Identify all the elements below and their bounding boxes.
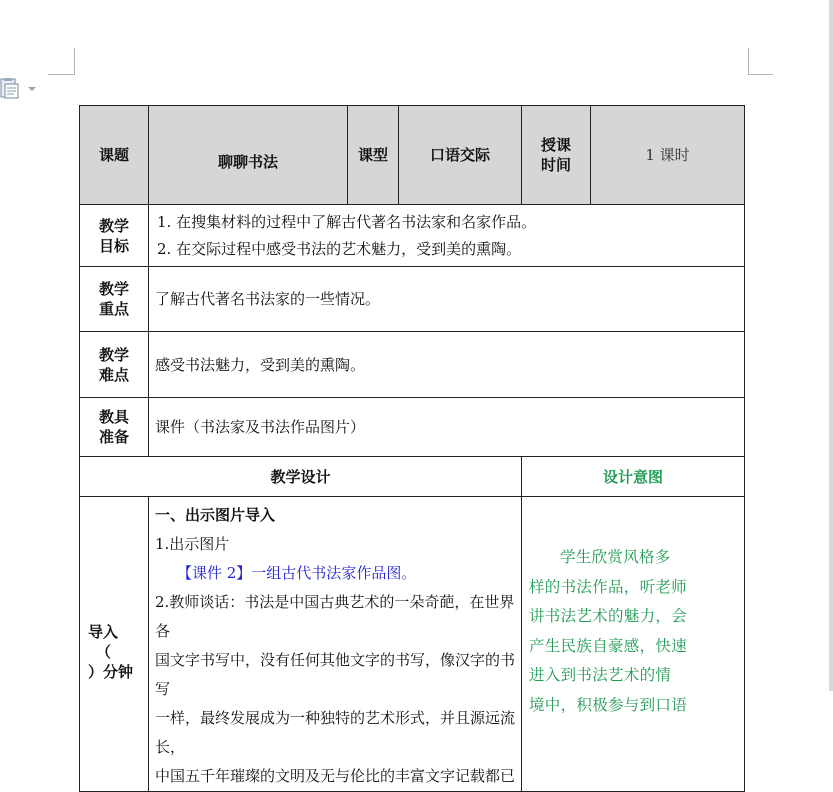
materials-label-line1: 教具	[98, 408, 129, 426]
objective-line-2: 2. 在交际过程中感受书法的艺术魅力，受到美的熏陶。	[157, 239, 522, 258]
crop-mark-top-left	[48, 48, 75, 75]
intro-design-content	[149, 497, 522, 792]
intro-step2-line1: 2.教师谈话：书法是中国古典艺术的一朵奇葩，在世界各	[155, 593, 515, 640]
objectives-label-line2: 目标	[98, 236, 129, 255]
hours-label	[522, 106, 591, 205]
intro-step2-line3: 一样，最终发展成为一种独特的艺术形式，并且源远流长，	[155, 709, 516, 756]
intro-label-line2: （	[96, 643, 112, 661]
difficulties-row	[80, 332, 745, 398]
difficulties-label	[80, 332, 149, 398]
intro-label	[80, 497, 149, 792]
difficulties-label-line2: 难点	[98, 365, 129, 384]
materials-row	[80, 398, 745, 457]
materials-label-line2: 准备	[98, 428, 129, 446]
objectives-content	[149, 205, 745, 267]
intent-line4: 产生民族自豪感，快速	[529, 636, 688, 655]
key-points-label-line2: 重点	[98, 300, 129, 318]
intent-line2: 样的书法作品，听老师	[529, 577, 688, 596]
intro-step1: 1.出示图片	[155, 535, 230, 553]
intro-courseware: 【课件 2】一组古代书法家作品图。	[177, 564, 417, 582]
header-row	[80, 106, 745, 205]
objectives-label	[80, 205, 149, 267]
difficulties-content: 感受书法魅力，受到美的熏陶。	[149, 332, 745, 398]
topic-value: 聊聊书法	[149, 106, 348, 205]
intro-step2-line4: 中国五千年璀璨的文明及无与伦比的丰富文字记载都已	[155, 767, 516, 785]
paste-options-icon[interactable]	[0, 78, 40, 100]
intent-line1: 学生欣赏风格多	[560, 548, 671, 566]
hours-label-line1: 授课	[540, 136, 571, 154]
intro-intent-content	[522, 497, 745, 792]
design-header-right: 设计意图	[522, 457, 745, 497]
lesson-plan-table	[79, 105, 745, 792]
topic-label: 课题	[80, 106, 149, 205]
intro-label-line3: ）分钟	[88, 663, 134, 681]
type-value: 口语交际	[399, 106, 522, 205]
hours-label-line2: 时间	[540, 156, 571, 174]
key-points-row	[80, 267, 745, 332]
page-right-edge	[829, 0, 833, 691]
type-label: 课型	[348, 106, 399, 205]
key-points-content: 了解古代著名书法家的一些情况。	[149, 267, 745, 332]
objectives-label-line1: 教学	[98, 216, 129, 235]
materials-content: 课件（书法家及书法作品图片）	[149, 398, 745, 457]
key-points-label	[80, 267, 149, 332]
crop-mark-top-right	[748, 48, 773, 75]
intro-heading: 一、出示图片导入	[155, 506, 276, 524]
design-header-left: 教学设计	[80, 457, 522, 497]
intent-line6: 境中，积极参与到口语	[529, 695, 688, 714]
intent-line5: 进入到书法艺术的情	[529, 666, 672, 684]
key-points-label-line1: 教学	[98, 280, 129, 298]
intro-step2-line2: 国文字书写中，没有任何其他文字的书写，像汉字的书写	[155, 651, 516, 698]
intro-label-line1: 导入	[88, 623, 119, 641]
materials-label	[80, 398, 149, 457]
objective-line-1: 1. 在搜集材料的过程中了解古代著名书法家和名家作品。	[157, 212, 537, 231]
intent-line3: 讲书法艺术的魅力，会	[529, 607, 688, 625]
design-header-row	[80, 457, 745, 497]
intro-row	[80, 497, 745, 792]
difficulties-label-line1: 教学	[98, 345, 129, 364]
hours-value: 1 课时	[591, 106, 745, 205]
objectives-row	[80, 205, 745, 267]
